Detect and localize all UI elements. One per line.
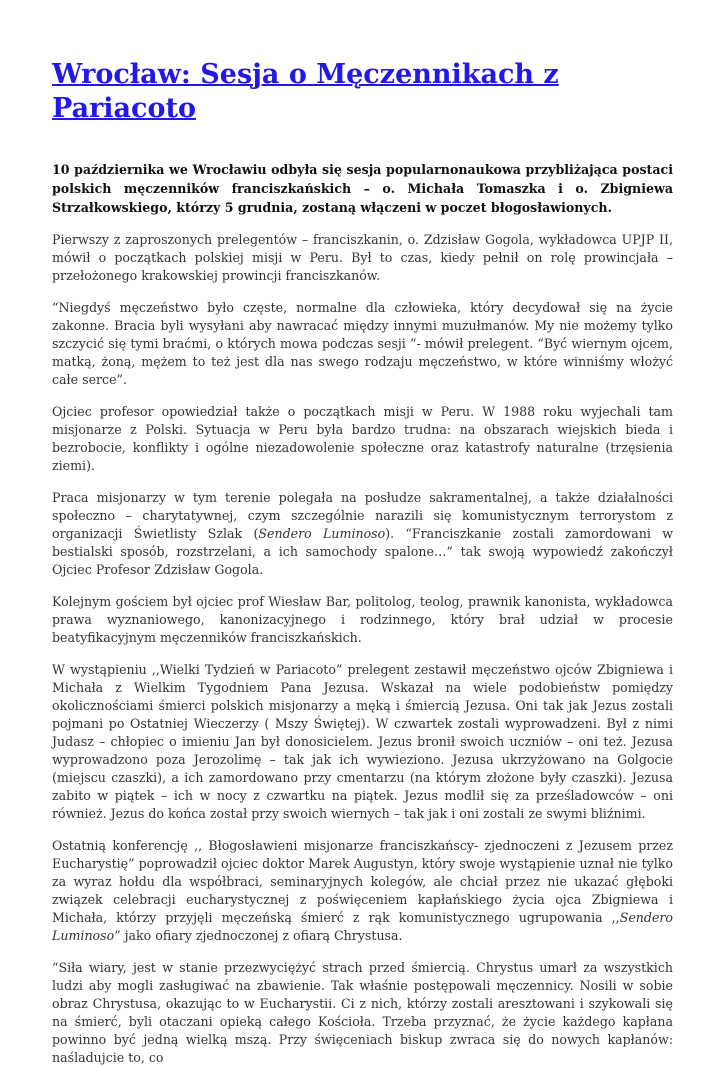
paragraph-5: Kolejnym gościem był ojciec prof Wiesław Bar, politolog, teolog, prawnik kanonista, wykładowca prawa wyznaniowego, kanonizacyjnego i rodzinnego, który brał udział w procesie beatyfikacyjnym męczenników franciszkańskich. [52, 593, 673, 645]
paragraph-3: Ojciec profesor opowiedział także o początkach misji w Peru. W 1988 roku wyjechali tam misjonarze z Polski. Sytuacja w Peru była bardzo trudna: na obszarach wiejskich bieda i bezrobocie, konflikty i ogólne niezadowolenie społeczne oraz katastrofy naturalne (trzęsienia ziemi). [52, 403, 673, 473]
paragraph-4 [52, 489, 673, 579]
paragraph-4-italic: Sendero Luminoso [258, 525, 386, 541]
paragraph-6: W wystąpieniu ,,Wielki Tydzień w Pariacoto” prelegent zestawił męczeństwo ojców Zbigniewa i Michała z Wielkim Tygodniem Pana Jezusa. Wskazał na wiele podobieństw pomiędzy okolicznościami śmierci polskich misjonarzy a męką i śmiercią Jezusa. Oni tak jak Jezus zostali pojmani po Ostatniej Wieczerzy ( Mszy Świętej). W czwartek zostali wyprowadzeni. Był z nimi Judasz – chłopiec o imieniu Jan był donosicielem. Jezus bronił swoich uczniów – oni też. Jezusa wyprowadzono poza Jerozolimę – tak jak ich wywieziono. Jezusa ukrzyżowano na Golgocie (miejscu czaszki), a ich zamordowano przy cmentarzu (na którym złożone były czaszki). Jezusa zabito w piątek – ich w nocy z czwartku na piątek. Jezus modlił się za prześladowców – oni również. Jezus do końca został przy swoich wiernych – tak jak i oni zostali ze swymi bliźnimi. [52, 661, 673, 821]
paragraph-2: “Niegdyś męczeństwo było częste, normalne dla człowieka, który decydował się na życie zakonne. Bracia byli wysyłani aby nawracać między innymi muzułmanów. My nie możemy tylko szczycić się tymi braćmi, o których mowa podczas sesji “- mówił prelegent. “Być wiernym ojcem, matką, żoną, mężem to też jest dla nas swego rodzaju męczeństwo, w które winniśmy włożyć całe serce”. [52, 299, 673, 387]
paragraph-1: Pierwszy z zaproszonych prelegentów – franciszkanin, o. Zdzisław Gogola, wykładowca UPJP II, mówił o początkach polskiej misji w Peru. Był to czas, kiedy pełnił on rolę prowincjała – przełożonego krakowskiej prowincji franciszkanów. [52, 231, 673, 283]
paragraph-4-text-b: ). “Franciszkanie zostali zamordowani w bestialski sposób, rozstrzelani, a ich samochody spalone…” tak swoją wypowiedź zakończył Ojciec Profesor Zdzisław Gogola. [52, 525, 674, 577]
paragraph-7 [52, 837, 673, 945]
paragraph-7-text-a: Ostatnią konferencję ,, Błogosławieni misjonarze franciszkańscy- zjednoczeni z Jezusem przez Eucharystię” poprowadził ojciec doktor Marek Augustyn, który swoje wystąpienie uznał nie tylko za wyraz hołdu dla współbraci, seminaryjnych kolegów, ale chciał przez nie ukazać głęboki związek celebracji eucharystycznej z poświęceniem kapłańskiego życia ojca Zbigniewa i Michała, którzy przyjęli męczeńską śmierć z rąk komunistycznego ugrupowania ,, [52, 837, 673, 925]
paragraph-7-italic: Sendero Luminoso [52, 909, 673, 943]
paragraph-7-text-b: ” jako ofiary zjednoczonej z ofiarą Chrystusa. [114, 927, 403, 943]
article-lead: 10 października we Wrocławiu odbyła się sesja popularnonaukowa przybliżająca postaci polskich męczenników franciszkańskich – o. Michała Tomaszka i o. Zbigniewa Strzałkowskiego, którzy 5 grudnia, zostaną włączeni w poczet błogosławionych. [52, 161, 673, 215]
paragraph-4-text-a: Praca misjonarzy w tym terenie polegała na posłudze sakramentalnej, a także działalności społeczno – charytatywnej, czym szczególnie narazili się komunistycznym terrorystom z organizacji Świetlisty Szlak ( [52, 489, 673, 541]
article-title [52, 58, 673, 126]
paragraph-8: “Siła wiary, jest w stanie przezwyciężyć strach przed śmiercią. Chrystus umarł za wszystkich ludzi aby mogli zasługiwać na zbawienie. Tak właśnie postępowali męczennicy. Nosili w sobie obraz Chrystusa, okazując to w Eucharystii. Ci z nich, którzy zostali aresztowani i szykowali się na śmierć, byli otaczani opieką całego Kościoła. Trzeba przyznać, że życie każdego kapłana powinno być jedną wielką mszą. Przy święceniach biskup zwraca się do nowych kapłanów: naśladujcie to, co [52, 959, 673, 1065]
article-title-link[interactable]: Wrocław: Sesja o Męczennikach z Pariacoto [52, 59, 559, 124]
